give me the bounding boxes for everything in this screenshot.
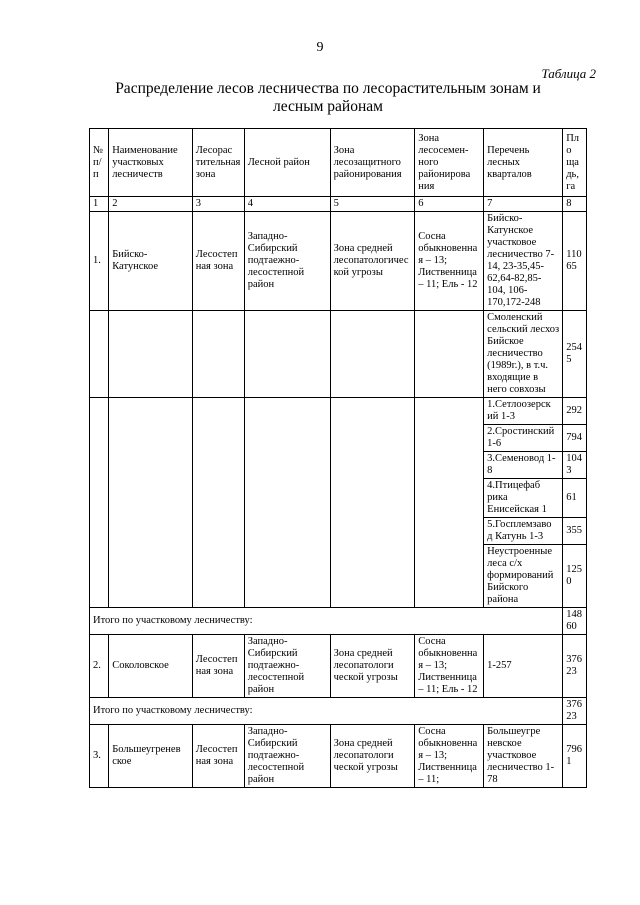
protection-zone: Зона средней лесопатологи ческой угрозы	[330, 635, 415, 698]
header-cell: № п/п	[90, 129, 109, 197]
subtotal-row	[90, 608, 587, 635]
header-cell: Наименование участковых лесничеств	[109, 129, 193, 197]
forest-district: Западно-Сибирский подтаежно-лесостепной район	[244, 725, 330, 788]
area-value: 355	[563, 518, 587, 545]
area-value: 11065	[563, 212, 587, 311]
table-row	[90, 311, 587, 398]
table-row	[90, 212, 587, 311]
column-number: 4	[244, 197, 330, 212]
forest-distribution-table	[89, 128, 587, 788]
header-cell: Зона лесосемен-ного районирова ния	[415, 129, 484, 197]
area-value: 794	[563, 425, 587, 452]
column-number: 1	[90, 197, 109, 212]
vegetation-zone: Лесостеп ная зона	[192, 725, 244, 788]
document-title: Распределение лесов лесничества по лесорастительным зонам и лесным районам	[115, 80, 541, 115]
subtotal-value: 37623	[563, 698, 587, 725]
quarters-list: 4.Птицефаб рика Енисейская 1	[484, 479, 563, 518]
quarters-list: 3.Семеновод 1-8	[484, 452, 563, 479]
table-label: Таблица 2	[541, 66, 596, 81]
subtotal-label: Итого по участковому лесничеству:	[90, 698, 563, 725]
header-cell: Зона лесозащитного районирования	[330, 129, 415, 197]
subtotal-value: 14860	[563, 608, 587, 635]
quarters-list: Смоленский сельский лесхоз Бийское лесничество (1989г.), в т.ч. входящие в него совхозы	[484, 311, 563, 398]
seed-zone: Сосна обыкновенная – 13; Лиственница – 11; Ель - 12	[415, 635, 484, 698]
quarters-list: Неустроенные леса с/х формирований Бийского района	[484, 545, 563, 608]
quarters-list: 1.Сетлоозерск ий 1-3	[484, 398, 563, 425]
vegetation-zone: Лесостеп ная зона	[192, 635, 244, 698]
column-number: 5	[330, 197, 415, 212]
header-cell: Пло щадь, га	[563, 129, 587, 197]
column-number: 6	[415, 197, 484, 212]
subtotal-row	[90, 698, 587, 725]
forest-district: Западно-Сибирский подтаежно-лесостепной район	[244, 635, 330, 698]
table-row	[90, 725, 587, 788]
protection-zone: Зона средней лесопатологи ческой угрозы	[330, 725, 415, 788]
subtotal-label: Итого по участковому лесничеству:	[90, 608, 563, 635]
vegetation-zone: Лесостеп ная зона	[192, 212, 244, 311]
header-cell: Перечень лесных кварталов	[484, 129, 563, 197]
forest-district: Западно-Сибирский подтаежно-лесостепной район	[244, 212, 330, 311]
forestry-name: Соколовское	[109, 635, 193, 698]
area-value: 2545	[563, 311, 587, 398]
column-number-row	[90, 197, 587, 212]
area-value: 61	[563, 479, 587, 518]
column-number: 3	[192, 197, 244, 212]
quarters-list: Большеугре невское участковое лесничество 1-78	[484, 725, 563, 788]
area-value: 37623	[563, 635, 587, 698]
column-number: 7	[484, 197, 563, 212]
quarters-list: Бийско-Катунское участковое лесничество 7-14, 23-35,45-62,64-82,85-104, 106-170,172-248	[484, 212, 563, 311]
seed-zone: Сосна обыкновенная – 13; Лиственница – 11;	[415, 725, 484, 788]
header-cell: Лесорас тительная зона	[192, 129, 244, 197]
area-value: 1043	[563, 452, 587, 479]
quarters-list: 5.Госплемзаво д Катунь 1-3	[484, 518, 563, 545]
quarters-list: 2.Сростинский 1-6	[484, 425, 563, 452]
column-number: 2	[109, 197, 193, 212]
header-cell: Лесной район	[244, 129, 330, 197]
table-row	[90, 398, 587, 425]
column-number: 8	[563, 197, 587, 212]
area-value: 1250	[563, 545, 587, 608]
row-number: 2.	[90, 635, 109, 698]
row-number: 3.	[90, 725, 109, 788]
area-value: 292	[563, 398, 587, 425]
table-header-row	[90, 129, 587, 197]
forestry-name: Большеугренев ское	[109, 725, 193, 788]
row-number: 1.	[90, 212, 109, 311]
seed-zone: Сосна обыкновенная – 13; Лиственница – 11; Ель - 12	[415, 212, 484, 311]
table-row	[90, 635, 587, 698]
quarters-list: 1-257	[484, 635, 563, 698]
area-value: 7961	[563, 725, 587, 788]
page-number: 9	[316, 40, 324, 55]
forestry-name: Бийско-Катунское	[109, 212, 193, 311]
protection-zone: Зона средней лесопатологичес кой угрозы	[330, 212, 415, 311]
